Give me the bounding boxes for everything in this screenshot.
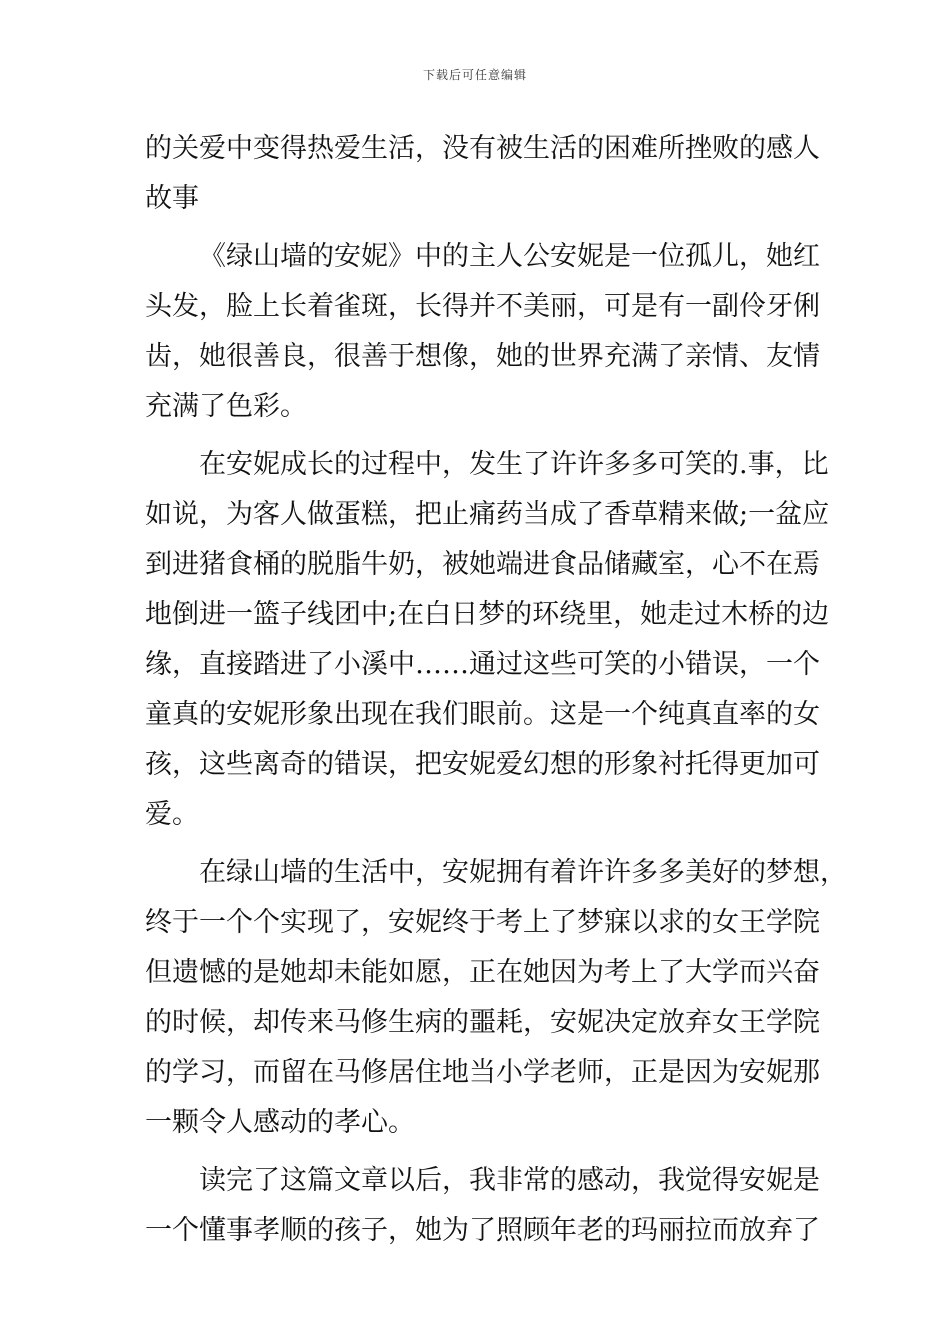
paragraph	[145, 232, 820, 432]
text-line: 到进猪食桶的脱脂牛奶，被她端进食品储藏室，心不在焉	[145, 549, 820, 580]
text-line: 故事	[145, 183, 199, 214]
text-line: 如说，为客人做蛋糕，把止痛药当成了香草精来做;一盆应	[145, 499, 830, 530]
text-line: 读完了这篇文章以后，我非常的感动，我觉得安妮是	[199, 1165, 820, 1196]
text-line: 但遗憾的是她却未能如愿，正在她因为考上了大学而兴奋	[145, 957, 820, 988]
text-line: 头发，脸上长着雀斑，长得并不美丽，可是有一副伶牙俐	[145, 291, 820, 322]
text-line: 地倒进一篮子线团中;在白日梦的环绕里，她走过木桥的边	[145, 599, 830, 630]
text-line: 的学习，而留在马修居住地当小学老师，正是因为安妮那	[145, 1057, 820, 1088]
text-line: 《绿山墙的安妮》中的主人公安妮是一位孤儿，她红	[199, 241, 820, 272]
text-line: 齿，她很善良，很善于想像，她的世界充满了亲情、友情	[145, 341, 820, 372]
text-line: 在绿山墙的生活中，安妮拥有着许许多多美好的梦想，	[199, 857, 847, 888]
paragraph	[145, 1156, 820, 1256]
paragraph	[145, 848, 847, 1148]
text-line: 缘，直接踏进了小溪中……通过这些可笑的小错误，一个	[145, 649, 820, 680]
text-line: 充满了色彩。	[145, 391, 307, 422]
text-line: 的关爱中变得热爱生活，没有被生活的困难所挫败的感人	[145, 133, 820, 164]
text-line: 童真的安妮形象出现在我们眼前。这是一个纯真直率的女	[145, 699, 820, 730]
text-line: 在安妮成长的过程中，发生了许许多多可笑的.事，比	[199, 449, 829, 480]
text-line: 终于一个个实现了，安妮终于考上了梦寐以求的女王学院	[145, 907, 820, 938]
page-header-note: 下载后可任意编辑	[422, 68, 527, 82]
text-line: 爱。	[145, 799, 199, 830]
text-line: 一个懂事孝顺的孩子，她为了照顾年老的玛丽拉而放弃了	[145, 1215, 820, 1246]
text-line: 一颗令人感动的孝心。	[145, 1107, 415, 1138]
article-body	[145, 124, 847, 1256]
text-line: 的时候，却传来马修生病的噩耗，安妮决定放弃女王学院	[145, 1007, 820, 1038]
text-line: 孩，这些离奇的错误，把安妮爱幻想的形象衬托得更加可	[145, 749, 820, 780]
paragraph	[145, 124, 820, 224]
paragraph	[145, 440, 830, 840]
